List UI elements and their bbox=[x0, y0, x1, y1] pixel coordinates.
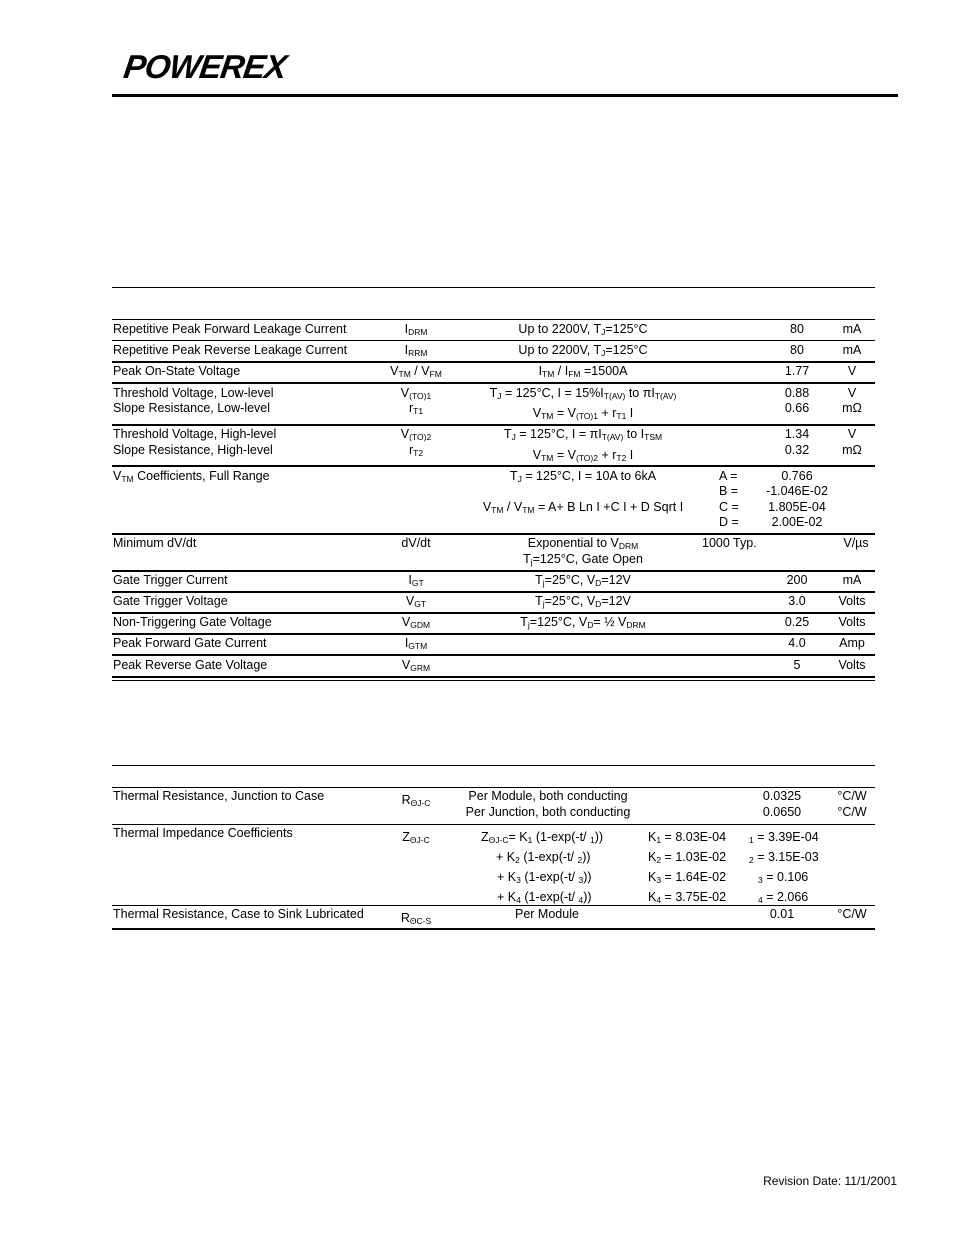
row-rule bbox=[112, 633, 875, 635]
table2-header-rule bbox=[112, 787, 875, 788]
symbol-rt2: $r_{T2}$ bbox=[408, 443, 424, 458]
unit-rthjc-module: °C/W bbox=[837, 789, 867, 803]
k2-value: $K_2 = 1.03E-02$ bbox=[648, 850, 727, 865]
symbol-igtm: $I_{GTM}$ bbox=[404, 636, 428, 651]
condition-rthcs: Per Module bbox=[515, 907, 579, 921]
value-peak-reverse-gate-voltage: 5 bbox=[793, 658, 801, 672]
tau2-value: $_2$ = 3.15E-03 bbox=[749, 850, 819, 865]
param-non-triggering-gate-voltage: Non-Triggering Gate Voltage bbox=[113, 615, 272, 629]
condition-dvdt-temp: $T_j=125^\circ C$, Gate Open bbox=[523, 552, 643, 567]
coeff-label-a: A = bbox=[719, 469, 738, 483]
row-rule bbox=[112, 382, 875, 384]
symbol-vto2: $V_{(TO)2}$ bbox=[400, 427, 432, 442]
symbol-vto1: $V_{(TO)1}$ bbox=[400, 386, 432, 401]
param-vtm-coefficients: $V_{TM}$ Coefficients, Full Range bbox=[113, 469, 270, 484]
value-peak-forward-gate-current: 4.0 bbox=[788, 636, 806, 650]
symbol-vgt: $V_{GT}$ bbox=[405, 594, 427, 609]
value-gate-trigger-voltage: 3.0 bbox=[788, 594, 806, 608]
symbol-rt1: $r_{T1}$ bbox=[408, 401, 424, 416]
value-reverse-leakage: 80 bbox=[790, 343, 804, 357]
value-rthjc-module: 0.0325 bbox=[762, 789, 802, 803]
param-reverse-leakage: Repetitive Peak Reverse Leakage Current bbox=[113, 343, 348, 357]
logo-text: POWEREX bbox=[121, 48, 289, 85]
value-rthcs: 0.01 bbox=[769, 907, 795, 921]
value-dvdt: 1000 Typ. bbox=[702, 536, 757, 550]
coeff-label-d: D = bbox=[719, 515, 739, 529]
unit-dvdt: V/µs bbox=[843, 536, 869, 550]
condition-coeff-temp: $T_J = 125^\circ C$, I = 10A to 6kA bbox=[509, 469, 657, 484]
table1-top-rule bbox=[112, 287, 875, 288]
symbol-vgdm: $V_{GDM}$ bbox=[401, 615, 431, 630]
unit-forward-leakage: mA bbox=[842, 322, 862, 336]
unit-reverse-leakage: mA bbox=[842, 343, 862, 357]
condition-per-junction: Per Junction, both conducting bbox=[465, 805, 631, 819]
row-rule bbox=[112, 424, 875, 426]
condition-slope-low: $V_{TM} = V_{(TO)1} + r_{T1}$ I bbox=[532, 406, 634, 421]
impedance-term-1: $Z_{\Theta J-C}= K_1$ (1-exp(-t/ $_1$)) bbox=[481, 830, 604, 845]
coeff-label-c: C = bbox=[719, 500, 739, 514]
unit-threshold-low: V bbox=[847, 386, 857, 400]
row-rule bbox=[112, 654, 875, 656]
revision-date: Revision Date: 11/1/2001 bbox=[763, 1174, 897, 1188]
coeff-value-a: 0.766 bbox=[781, 469, 813, 483]
impedance-term-4: + $K_4$ (1-exp(-t/ $_4$)) bbox=[497, 890, 592, 905]
row-rule bbox=[112, 533, 875, 535]
row-rule bbox=[112, 824, 875, 825]
k4-value: $K_4 = 3.75E-02$ bbox=[648, 890, 727, 905]
param-peak-forward-gate-current: Peak Forward Gate Current bbox=[113, 636, 267, 650]
value-threshold-high: 1.34 bbox=[784, 427, 810, 441]
k1-value: $K_1 = 8.03E-04$ bbox=[648, 830, 727, 845]
row-rule bbox=[112, 465, 875, 467]
impedance-term-3: + $K_3$ (1-exp(-t/ $_3$)) bbox=[497, 870, 592, 885]
impedance-term-2: + $K_2$ (1-exp(-t/ $_2$)) bbox=[496, 850, 591, 865]
coeff-value-c: 1.805E-04 bbox=[768, 500, 826, 514]
table1-header-rule bbox=[112, 319, 875, 320]
unit-rthjc-junction: °C/W bbox=[837, 805, 867, 819]
param-thermal-impedance: Thermal Impedance Coefficients bbox=[113, 826, 293, 840]
row-rule bbox=[112, 570, 875, 572]
condition-non-triggering: $T_j=125^\circ C$, $V_D=$ ½ $V_{DRM}$ bbox=[520, 615, 646, 630]
row-rule bbox=[112, 591, 875, 593]
param-threshold-high: Threshold Voltage, High-level bbox=[113, 427, 277, 441]
row-rule bbox=[112, 361, 875, 363]
condition-threshold-low: $T_J = 125^\circ C$, $I = 15\%I_{T(AV)}$ to $\pi I_{T(AV)}$ bbox=[489, 386, 677, 401]
symbol-rthjc: $R_{\Theta J-C}$ bbox=[401, 793, 431, 808]
coeff-label-b: B = bbox=[719, 484, 739, 498]
param-slope-low: Slope Resistance, Low-level bbox=[113, 401, 271, 415]
unit-non-triggering: Volts bbox=[838, 615, 866, 629]
symbol-dvdt: dV/dt bbox=[401, 536, 431, 550]
row-rule bbox=[112, 612, 875, 614]
condition-slope-high: $V_{TM} = V_{(TO)2} + r_{T2}$ I bbox=[532, 448, 634, 463]
param-slope-high: Slope Resistance, High-level bbox=[113, 443, 273, 457]
param-gate-trigger-current: Gate Trigger Current bbox=[113, 573, 228, 587]
row-rule bbox=[112, 340, 875, 341]
symbol-vtm-vfm: $V_{TM} / V_{FM}$ bbox=[390, 364, 442, 379]
condition-threshold-high: $T_J = 125^\circ C$, $I = \pi I_{T(AV)}$ to $I_{TSM}$ bbox=[503, 427, 663, 442]
unit-gate-trigger-current: mA bbox=[842, 573, 862, 587]
symbol-igt: $I_{GT}$ bbox=[408, 573, 424, 588]
value-forward-leakage: 80 bbox=[790, 322, 804, 336]
param-min-dvdt: Minimum dV/dt bbox=[113, 536, 197, 550]
symbol-vgrm: $V_{GRM}$ bbox=[401, 658, 431, 673]
param-thermal-resistance-jc: Thermal Resistance, Junction to Case bbox=[113, 789, 325, 803]
condition-coeff-formula: $V_{TM} / V_{TM} = A+ B$ Ln I +C I + D Sqrt I bbox=[482, 500, 684, 515]
coeff-value-d: 2.00E-02 bbox=[771, 515, 823, 529]
k3-value: $K_3 = 1.64E-02$ bbox=[648, 870, 727, 885]
unit-slope-low: mΩ bbox=[842, 401, 862, 415]
condition-peak-on-state: $I_{TM} / I_{FM} =1500A$ bbox=[538, 364, 628, 379]
table2-top-rule bbox=[112, 765, 875, 766]
symbol-rthcs: $R_{\Theta C-S}$ bbox=[400, 911, 432, 926]
coeff-value-b: -1.046E-02 bbox=[766, 484, 828, 498]
condition-gate-trigger-current: $T_j=25^\circ C$, $V_D=12V$ bbox=[535, 573, 631, 588]
value-rthjc-junction: 0.0650 bbox=[762, 805, 802, 819]
value-gate-trigger-current: 200 bbox=[786, 573, 808, 587]
symbol-idrm: $I_{DRM}$ bbox=[404, 322, 428, 337]
value-threshold-low: 0.88 bbox=[784, 386, 810, 400]
symbol-irrm: $I_{RRM}$ bbox=[404, 343, 428, 358]
condition-gate-trigger-voltage: $T_j=25^\circ C$, $V_D=12V$ bbox=[535, 594, 631, 609]
unit-slope-high: mΩ bbox=[842, 443, 862, 457]
unit-peak-reverse-gate-voltage: Volts bbox=[838, 658, 866, 672]
unit-gate-trigger-voltage: Volts bbox=[838, 594, 866, 608]
condition-per-module: Per Module, both conducting bbox=[468, 789, 628, 803]
param-forward-leakage: Repetitive Peak Forward Leakage Current bbox=[113, 322, 347, 336]
param-threshold-low: Threshold Voltage, Low-level bbox=[113, 386, 274, 400]
param-gate-trigger-voltage: Gate Trigger Voltage bbox=[113, 594, 228, 608]
unit-rthcs: °C/W bbox=[837, 907, 867, 921]
row-rule bbox=[112, 905, 875, 906]
param-peak-on-state-voltage: Peak On-State Voltage bbox=[113, 364, 241, 378]
powerex-logo bbox=[121, 48, 310, 85]
table2-bottom-rule bbox=[112, 928, 875, 930]
value-slope-high: 0.32 bbox=[784, 443, 810, 457]
value-slope-low: 0.66 bbox=[784, 401, 810, 415]
header-rule bbox=[112, 94, 898, 97]
condition-forward-leakage: Up to 2200V, $T_J=125^\circ C$ bbox=[518, 322, 648, 337]
condition-reverse-leakage: Up to 2200V, $T_J=125^\circ C$ bbox=[518, 343, 648, 358]
table1-bottom-rule-2 bbox=[112, 680, 875, 681]
tau3-value: $_3$ = 0.106 bbox=[758, 870, 809, 885]
table1-bottom-rule bbox=[112, 676, 875, 678]
unit-peak-forward-gate-current: Amp bbox=[839, 636, 865, 650]
condition-dvdt-exp: Exponential to $V_{DRM}$ bbox=[527, 536, 639, 551]
tau1-value: $_1$ = 3.39E-04 bbox=[749, 830, 819, 845]
param-peak-reverse-gate-voltage: Peak Reverse Gate Voltage bbox=[113, 658, 268, 672]
value-peak-on-state: 1.77 bbox=[784, 364, 810, 378]
value-non-triggering: 0.25 bbox=[784, 615, 810, 629]
param-thermal-resistance-cs: Thermal Resistance, Case to Sink Lubricated bbox=[113, 907, 364, 921]
symbol-zthjc: $Z_{\Theta J-C}$ bbox=[402, 830, 430, 845]
tau4-value: $_4$ = 2.066 bbox=[758, 890, 809, 905]
unit-peak-on-state: V bbox=[847, 364, 857, 378]
unit-threshold-high: V bbox=[847, 427, 857, 441]
